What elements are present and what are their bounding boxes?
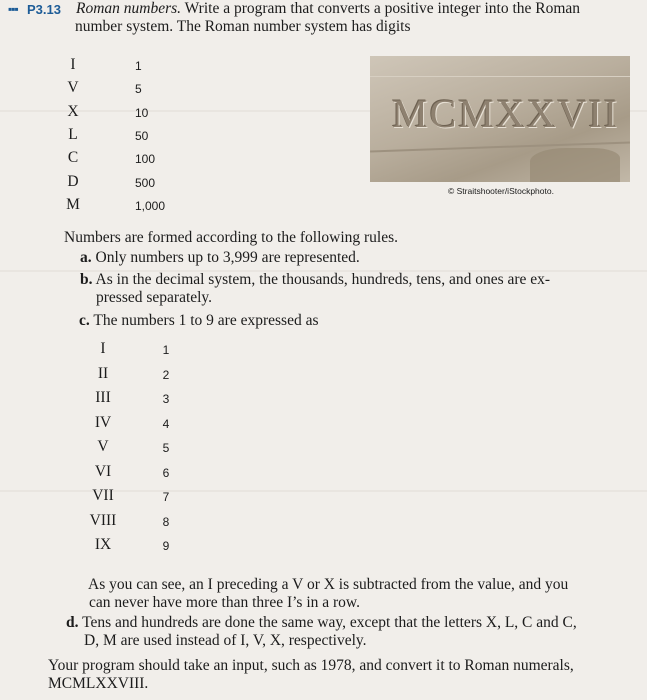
numeral-cell: III	[95, 389, 111, 406]
value-cell: 7	[162, 490, 170, 504]
numeral-cell: IX	[94, 536, 112, 553]
problem-title: Roman numbers.	[76, 0, 182, 17]
value-cell: 500	[135, 175, 156, 190]
value-cell: 3	[162, 392, 170, 406]
rule-d-label: d.	[66, 614, 79, 631]
rule-d	[66, 614, 577, 632]
numeral-cell: I	[70, 56, 76, 73]
value-cell: 50	[135, 128, 149, 143]
rule-a	[80, 249, 360, 267]
value-cell: 4	[162, 416, 170, 431]
rule-c	[79, 312, 318, 330]
numeral-cell: IV	[94, 413, 112, 431]
numeral-cell: C	[67, 149, 79, 167]
numeral-cell: VII	[92, 487, 114, 504]
intro-line-1	[76, 0, 580, 18]
numeral-cell: VIII	[89, 511, 117, 529]
numeral-cell: L	[68, 125, 78, 143]
rule-c-text: The numbers 1 to 9 are expressed as	[93, 312, 319, 329]
subtraction-note-line-1: As you can see, an I preceding a V or X is subtracted from the value, and you	[88, 576, 569, 593]
numeral-cell: I	[100, 340, 106, 357]
value-cell: 1,000	[135, 198, 166, 213]
rule-b-label: b.	[80, 271, 93, 288]
rule-b	[80, 271, 550, 289]
value-cell: 100	[135, 152, 156, 167]
rule-a-text: Only numbers up to 3,999 are represented.	[95, 249, 360, 266]
rule-a-label: a.	[80, 249, 92, 266]
rule-b-continued: pressed separately.	[96, 289, 213, 306]
value-cell: 1	[135, 59, 142, 73]
value-cell: 9	[162, 539, 170, 553]
numeral-cell: X	[67, 102, 79, 120]
value-cell: 5	[162, 441, 170, 455]
problem-number: P3.13	[27, 2, 61, 17]
intro-line-2: number system. The Roman number system has digits	[75, 18, 411, 35]
stone-texture	[370, 76, 630, 77]
difficulty-dots: ▪▪▪	[8, 2, 18, 16]
value-cell: 5	[135, 82, 142, 97]
rule-d-text: Tens and hundreds are done the same way, except that the letters X, L, C and C,	[82, 614, 577, 631]
rule-b-text: As in the decimal system, the thousands, hundreds, tens, and ones are ex-	[95, 271, 551, 288]
inscription-text: MCMXXVII	[392, 91, 620, 136]
numeral-cell: D	[67, 172, 79, 190]
rules-intro: Numbers are formed according to the following rules.	[64, 229, 399, 246]
value-cell: 6	[162, 465, 170, 480]
value-cell: 2	[162, 367, 170, 382]
rule-d-continued: D, M are used instead of I, V, X, respectively.	[84, 632, 367, 649]
numeral-cell: V	[67, 79, 79, 97]
value-cell: 10	[135, 105, 149, 120]
value-cell: 1	[162, 343, 170, 357]
numeral-cell: II	[97, 364, 109, 382]
numeral-cell: VI	[94, 462, 112, 480]
stone-inscription-photo	[370, 56, 630, 182]
subtraction-note-line-2: can never have more than three I’s in a row.	[89, 594, 360, 611]
stone-stain	[530, 148, 620, 182]
photo-credit: © Straitshooter/iStockphoto.	[448, 186, 554, 196]
value-cell: 8	[162, 514, 170, 529]
rule-c-label: c.	[79, 312, 90, 329]
numeral-cell: M	[66, 195, 80, 213]
final-instruction-line-1: Your program should take an input, such as 1978, and convert it to Roman numerals,	[48, 657, 574, 674]
numeral-cell: V	[97, 438, 109, 455]
final-instruction-line-2: MCMLXXVIII.	[48, 675, 149, 692]
intro-text: Write a program that converts a positive integer into the Roman	[184, 0, 581, 17]
